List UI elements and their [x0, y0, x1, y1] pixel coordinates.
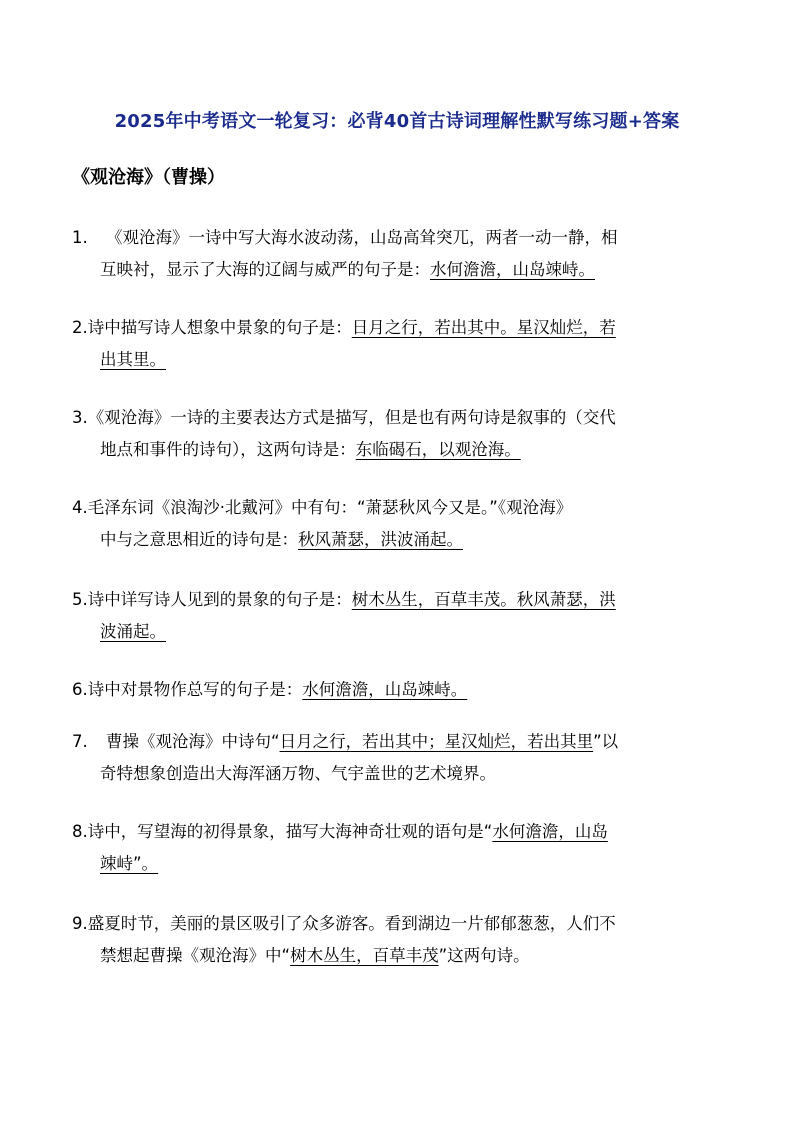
question-text: 中与之意思相近的诗句是：	[100, 530, 298, 549]
answer-text: 秋风萧瑟，洪波涌起。	[298, 530, 463, 549]
question-text: 互映衬，显示了大海的辽阔与威严的句子是：	[100, 260, 430, 279]
question-2	[72, 312, 724, 376]
question-line	[72, 674, 724, 706]
question-line	[72, 758, 724, 790]
question-line	[72, 222, 724, 254]
question-text: 奇特想象创造出大海浑涵万物、气宇盖世的艺术境界。	[100, 764, 496, 783]
question-number: 2.	[72, 318, 88, 337]
question-line	[72, 254, 724, 286]
question-number: 1.	[72, 228, 88, 247]
question-number: 7.	[72, 732, 88, 751]
question-text: 《观沧海》一诗中写大海水波动荡，山岛高耸突兀，两者一动一静，相	[106, 228, 618, 247]
question-line	[72, 616, 724, 648]
question-text: 盛夏时节，美丽的景区吸引了众多游客。看到湖边一片郁郁葱葱，人们不	[87, 914, 616, 933]
question-line	[72, 492, 724, 524]
question-text: 《观沧海》一诗的主要表达方式是描写，但是也有两句诗是叙事的（交代	[87, 408, 616, 427]
question-line	[72, 940, 724, 972]
answer-text: 水何澹澹，山岛竦峙。	[302, 680, 468, 699]
question-line	[72, 816, 724, 848]
question-line	[72, 848, 724, 880]
question-text: 曹操《观沧海》中诗句“	[106, 732, 280, 751]
question-1	[72, 222, 724, 286]
question-line	[72, 312, 724, 344]
question-number: 5.	[72, 590, 88, 609]
answer-text: 竦峙”。	[100, 854, 159, 873]
question-8	[72, 816, 724, 880]
question-text: 禁想起曹操《观沧海》中“	[100, 946, 291, 965]
question-number: 6.	[72, 680, 88, 699]
question-text: 诗中对景物作总写的句子是：	[87, 680, 303, 699]
answer-text: 出其里。	[100, 350, 166, 369]
answer-text: 日月之行，若出其中；星汉灿烂，若出其里	[279, 732, 594, 751]
question-line	[72, 726, 724, 758]
answer-text: 树木丛生，百草丰茂。秋风萧瑟，洪	[351, 590, 616, 609]
answer-text: 日月之行，若出其中。星汉灿烂，若	[351, 318, 616, 337]
answer-text: 东临碣石，以观沧海。	[355, 440, 521, 459]
question-line	[72, 434, 724, 466]
question-3	[72, 402, 724, 466]
question-9	[72, 908, 724, 972]
question-text: 诗中，写望海的初得景象，描写大海神奇壮观的语句是“	[87, 822, 493, 841]
question-number: 8.	[72, 822, 88, 841]
answer-text: 波涌起。	[100, 622, 166, 641]
answer-text: 水何澹澹，山岛	[492, 822, 608, 841]
question-text: 毛泽东词《浪淘沙·北戴河》中有句：“萧瑟秋风今又是。”《观沧海》	[87, 498, 573, 517]
question-text: 诗中详写诗人见到的景象的句子是：	[87, 590, 352, 609]
question-7	[72, 726, 724, 790]
question-text: ”以	[593, 732, 619, 751]
question-text: 诗中描写诗人想象中景象的句子是：	[87, 318, 352, 337]
question-text: 地点和事件的诗句），这两句诗是：	[100, 440, 356, 459]
document-title: 2025年中考语文一轮复习：必背40首古诗词理解性默写练习题+答案	[114, 111, 680, 132]
question-line	[72, 344, 724, 376]
question-text: ”这两句诗。	[438, 946, 530, 965]
question-4	[72, 492, 724, 556]
question-line	[72, 402, 724, 434]
question-number: 4.	[72, 498, 88, 517]
answer-text: 树木丛生，百草丰茂	[290, 946, 439, 965]
question-number: 3.	[72, 408, 88, 427]
section-title: 《观沧海》（曹操）	[72, 167, 225, 188]
question-line	[72, 584, 724, 616]
question-6	[72, 674, 724, 706]
question-line	[72, 908, 724, 940]
answer-text: 水何澹澹，山岛竦峙。	[430, 260, 595, 279]
question-5	[72, 584, 724, 648]
question-number: 9.	[72, 914, 88, 933]
question-line	[72, 524, 724, 556]
